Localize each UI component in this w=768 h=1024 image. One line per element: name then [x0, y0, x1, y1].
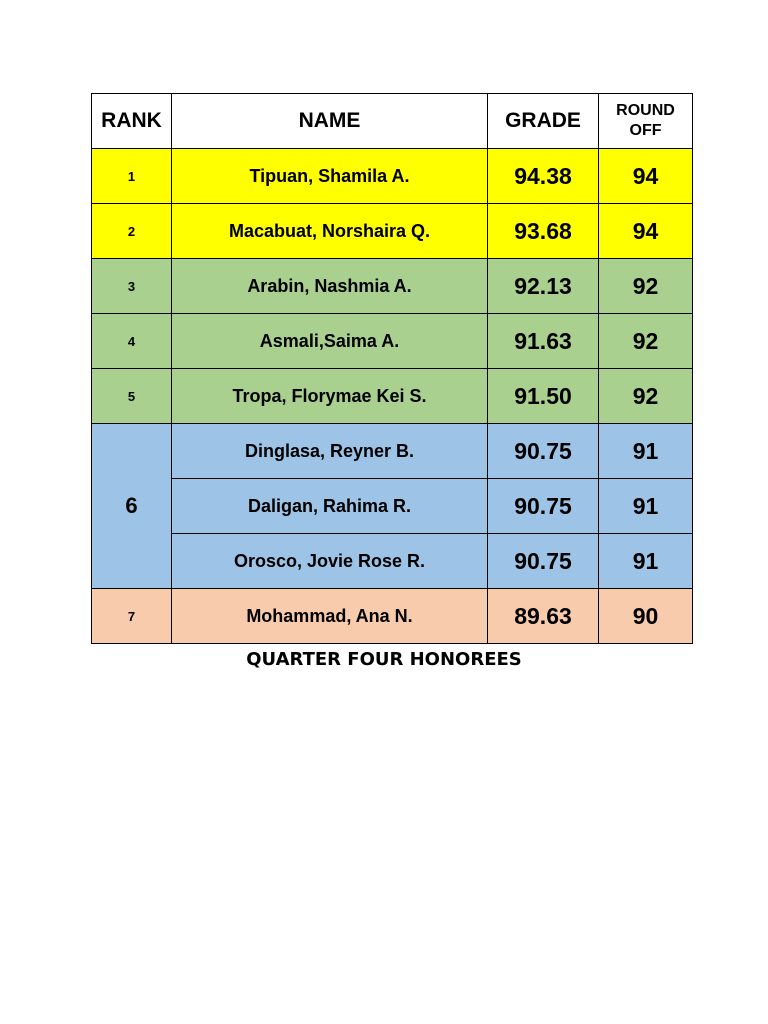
name-cell: Tropa, Florymae Kei S.	[172, 369, 488, 424]
table-row	[92, 259, 693, 314]
table-row	[92, 589, 693, 644]
grade-cell: 89.63	[488, 589, 599, 644]
grade-cell: 91.63	[488, 314, 599, 369]
header-row	[92, 94, 693, 149]
rank-cell: 1	[92, 149, 172, 204]
table-row	[92, 479, 693, 534]
grade-cell: 90.75	[488, 479, 599, 534]
honor-roll-table	[91, 93, 693, 644]
round-off-cell: 90	[599, 589, 693, 644]
table-row	[92, 424, 693, 479]
rank-cell: 3	[92, 259, 172, 314]
grade-cell: 92.13	[488, 259, 599, 314]
grade-cell: 90.75	[488, 424, 599, 479]
round-off-cell: 94	[599, 149, 693, 204]
round-off-header-line1: ROUND	[616, 102, 675, 119]
round-off-cell: 91	[599, 534, 693, 589]
rank-cell-merged: 6	[92, 424, 172, 589]
name-cell: Mohammad, Ana N.	[172, 589, 488, 644]
round-off-cell: 92	[599, 314, 693, 369]
rank-cell: 7	[92, 589, 172, 644]
round-off-cell: 94	[599, 204, 693, 259]
grade-cell: 94.38	[488, 149, 599, 204]
grade-cell: 93.68	[488, 204, 599, 259]
name-header: NAME	[172, 94, 488, 149]
name-cell: Arabin, Nashmia A.	[172, 259, 488, 314]
table-row	[92, 534, 693, 589]
round-off-header	[599, 94, 693, 149]
grade-header: GRADE	[488, 94, 599, 149]
round-off-cell: 91	[599, 479, 693, 534]
table-row	[92, 369, 693, 424]
rank-header: RANK	[92, 94, 172, 149]
document-caption: QUARTER FOUR HONOREES	[246, 649, 522, 670]
round-off-cell: 92	[599, 259, 693, 314]
name-cell: Dinglasa, Reyner B.	[172, 424, 488, 479]
name-cell: Daligan, Rahima R.	[172, 479, 488, 534]
grade-cell: 90.75	[488, 534, 599, 589]
name-cell: Orosco, Jovie Rose R.	[172, 534, 488, 589]
table-row	[92, 149, 693, 204]
name-cell: Macabuat, Norshaira Q.	[172, 204, 488, 259]
rank-cell: 2	[92, 204, 172, 259]
round-off-cell: 91	[599, 424, 693, 479]
name-cell: Tipuan, Shamila A.	[172, 149, 488, 204]
rank-cell: 5	[92, 369, 172, 424]
table-row	[92, 314, 693, 369]
rank-cell: 4	[92, 314, 172, 369]
table-row	[92, 204, 693, 259]
round-off-header-line2: OFF	[629, 122, 662, 139]
name-cell: Asmali,Saima A.	[172, 314, 488, 369]
grade-cell: 91.50	[488, 369, 599, 424]
round-off-cell: 92	[599, 369, 693, 424]
